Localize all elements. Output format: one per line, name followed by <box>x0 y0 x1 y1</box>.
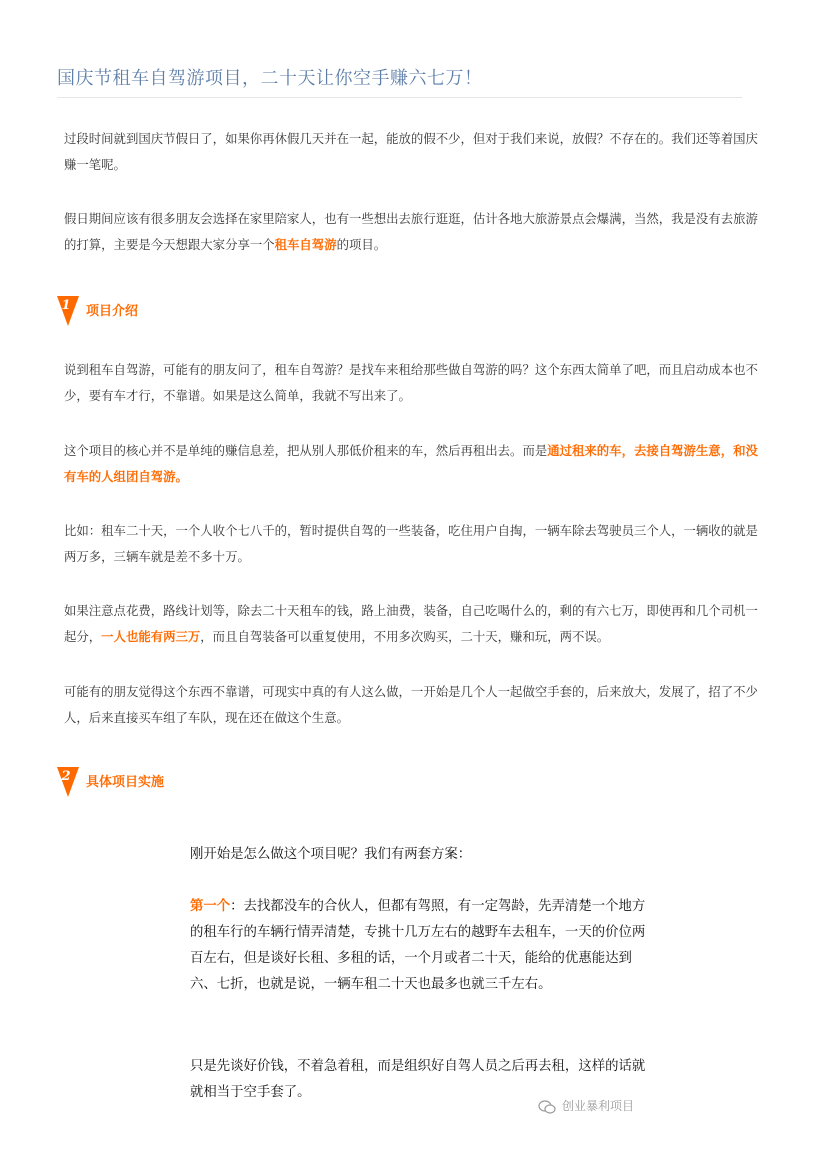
paragraph-example <box>64 518 764 570</box>
paragraph-example-text: 比如：租车二十天，一个人收个七八千的，暂时提供自驾的一些装备，吃住用户自掏，一辆车除去驾驶员三个人，一辆收的就是两万多，三辆车就是差不多十万。 <box>64 523 758 564</box>
wechat-icon <box>538 1100 556 1114</box>
paragraph-reality-text: 可能有的朋友觉得这个东西不靠谱，可现实中真的有人这么做，一开始是几个人一起做空手套的，后来放大，发展了，招了不少人，后来直接买车组了车队，现在还在做这个生意。 <box>64 684 758 725</box>
paragraph-costs-text: 如果注意点花费，路线计划等，除去二十天租车的钱，路上油费，装备，自己吃喝什么的，剩的有六七万，即使再和几个司机一起分， <box>64 603 758 644</box>
paragraph-reality <box>64 679 764 731</box>
section-title: 项目介绍 <box>86 304 139 319</box>
paragraph-costs-text-end: ，而且自驾装备可以重复使用，不用多次购买，二十天，赚和玩，两不误。 <box>200 629 610 644</box>
paragraph-costs <box>64 598 764 650</box>
implementation-followup: 只是先谈好价钱，不着急着租，而是组织好自驾人员之后再去租，这样的话就就相当于空手套了。 <box>190 1059 646 1100</box>
highlight-earnings: 一人也能有两三万 <box>101 629 201 644</box>
section-title: 具体项目实施 <box>86 775 165 790</box>
paragraph-core <box>64 438 764 490</box>
implementation-plan-1 <box>190 894 650 998</box>
paragraph-intro <box>64 126 764 178</box>
implementation-intro: 刚开始是怎么做这个项目呢？我们有两套方案： <box>190 847 472 862</box>
article-title: 国庆节租车自驾游项目，二十天让你空手赚六七万！ <box>57 68 483 89</box>
highlight-self-drive-rental: 租车自驾游 <box>274 237 337 252</box>
paragraph-holiday <box>64 206 764 258</box>
title-divider <box>57 97 742 98</box>
paragraph-holiday-text: 假日期间应该有很多朋友会选择在家里陪家人，也有一些想出去旅行逛逛，估计各地大旅游景点会爆满，当然，我是没有去旅游的打算，主要是今天想跟大家分享一个 <box>64 211 758 252</box>
paragraph-holiday-text-end: 的项目。 <box>336 237 387 252</box>
highlight-core-idea: 通过租来的车，去接自驾游生意，和没有车的人组团自驾游。 <box>64 443 758 484</box>
plan-1-text: ：去找都没车的合伙人，但都有驾照，有一定驾龄，先弄清楚一个地方的租车行的车辆行情弄清楚，专挑十几万左右的越野车去租车，一天的价位两百左右，但是谈好长租、多租的话，一个月或者二十天，能给的优惠能达到六、七折，也就是说，一辆车租二十天也最多也就三千左右。 <box>190 899 646 992</box>
watermark-text: 创业暴利项目 <box>562 1099 635 1113</box>
plan-1-label: 第一个 <box>190 899 231 914</box>
paragraph-core-text: 这个项目的核心并不是单纯的赚信息差，把从别人那低价租来的车，然后再租出去。而是 <box>64 443 548 458</box>
paragraph-question-text: 说到租车自驾游，可能有的朋友问了，租车自驾游？是找车来租给那些做自驾游的吗？这个东西太简单了吧，而且启动成本也不少，要有车才行，不靠谱。如果是这么简单，我就不写出来了。 <box>64 362 758 403</box>
section-number: 1 <box>61 298 71 313</box>
paragraph-question <box>64 357 764 409</box>
paragraph-intro-text: 过段时间就到国庆节假日了，如果你再休假几天并在一起，能放的假不少，但对于我们来说，放假？不存在的。我们还等着国庆赚一笔呢。 <box>64 131 758 172</box>
watermark <box>538 1097 634 1114</box>
section-number: 2 <box>61 769 71 784</box>
